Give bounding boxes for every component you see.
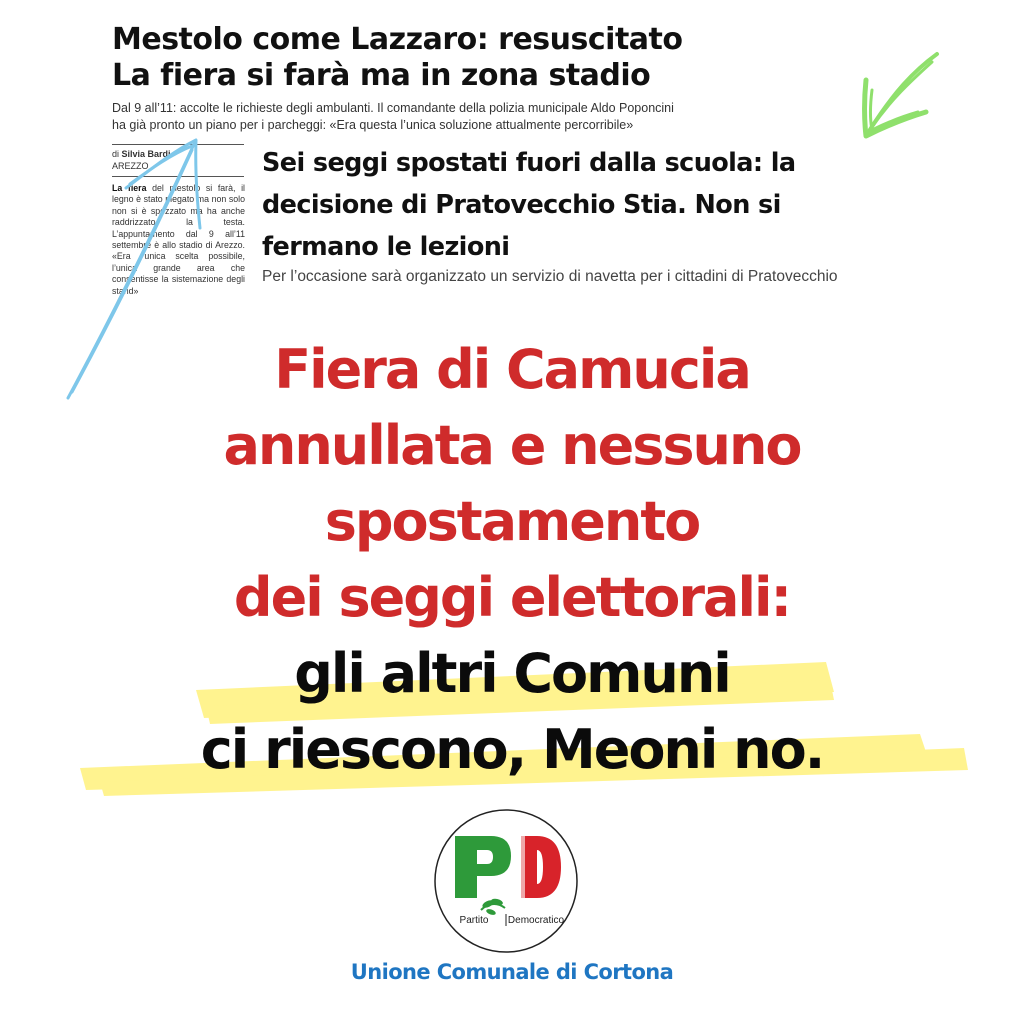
clipping1-subtitle-line2: ha già pronto un piano per i parcheggi: «Era questa l’unica soluzione attualmente percorribile» xyxy=(112,118,634,132)
statement-line5: gli altri Comuni xyxy=(294,642,730,705)
clipping2-headline-line2: decisione di Pratovecchio Stia. Non si xyxy=(262,190,781,220)
statement-line6: ci riescono, Meoni no. xyxy=(200,718,824,781)
clipping1-body-text: del mestolo si farà, il legno è stato piegato ma non solo non si è spezzato ma ha anche raddrizzato la testa. L’appuntamento dal 9 all’11 settembre è allo stadio di Arezzo. «Era l’unica scelta possibile, l’unica grande area che consentisse la sistemazione degli stand» xyxy=(112,183,245,296)
statement-line4: dei seggi elettorali: xyxy=(233,566,791,629)
byline-prefix: di xyxy=(112,149,122,159)
footer-organization: Unione Comunale di Cortona xyxy=(350,960,674,984)
logo-label-right: Democratico xyxy=(507,915,565,926)
clipping1-byline-place: AREZZO xyxy=(112,161,149,171)
clipping1-headline-line2: La fiera si farà ma in zona stadio xyxy=(112,58,651,93)
clipping1-body-lead: La fiera xyxy=(112,183,147,193)
clipping2-headline-line3: fermano le lezioni xyxy=(262,232,510,262)
statement-line2: annullata e nessuno xyxy=(223,414,801,477)
main-statement xyxy=(0,332,1024,788)
clipping1-headline-line1: Mestolo come Lazzaro: resuscitato xyxy=(112,22,683,57)
olive-branch-pd-logo-icon xyxy=(433,808,579,954)
logo-label-left: Partito xyxy=(459,915,489,926)
statement-line1: Fiera di Camucia xyxy=(274,338,750,401)
party-logo xyxy=(433,808,579,954)
byline-author: Silvia Bardi xyxy=(121,149,171,159)
clipping1-subtitle-line1: Dal 9 all’11: accolte le richieste degli ambulanti. Il comandante della polizia municipale Aldo Poponcini xyxy=(112,101,674,115)
clipping2-subtitle: Per l’occasione sarà organizzato un servizio di navetta per i cittadini di Pratovecchio xyxy=(262,268,838,285)
clipping2-headline-line1: Sei seggi spostati fuori dalla scuola: la xyxy=(262,148,796,178)
statement-line3: spostamento xyxy=(324,490,700,553)
